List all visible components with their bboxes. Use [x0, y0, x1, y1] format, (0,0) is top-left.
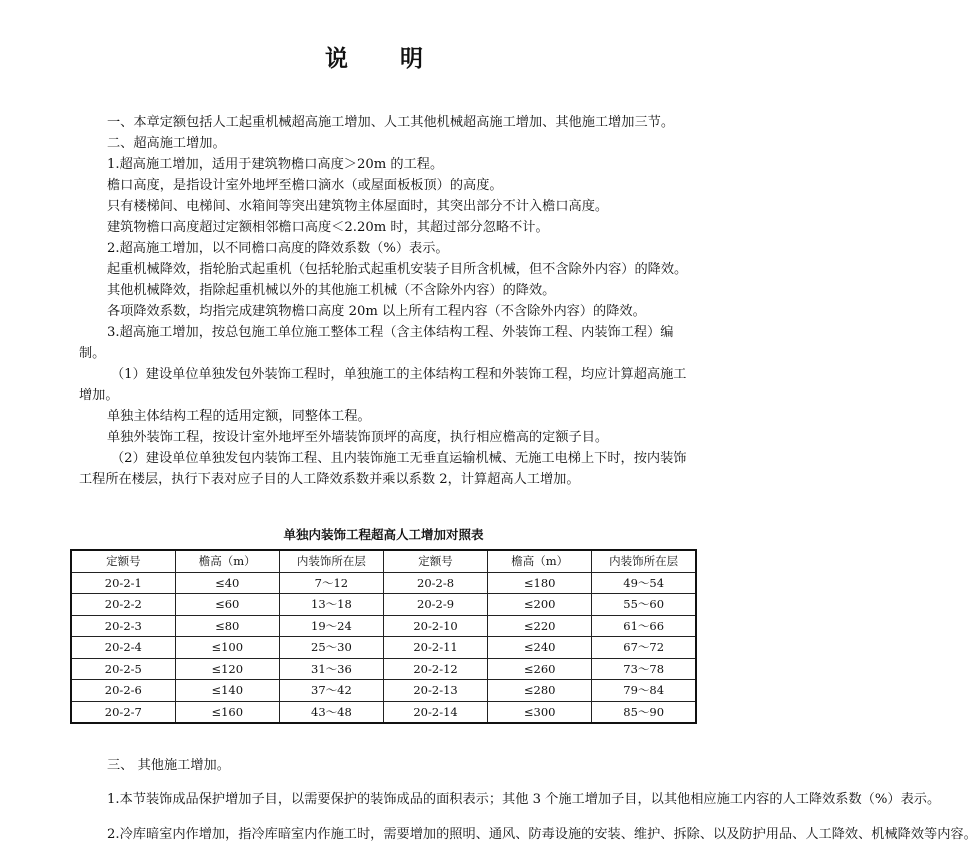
- table-cell: 85～90: [592, 701, 696, 723]
- column-header: 檐高（m）: [488, 550, 592, 572]
- table-cell: 20-2-12: [383, 658, 487, 680]
- table-cell: 79～84: [592, 680, 696, 702]
- table-cell: 20-2-1: [71, 572, 175, 594]
- column-header: 檐高（m）: [175, 550, 279, 572]
- paragraph: 各项降效系数，均指完成建筑物檐口高度 20m 以上所有工程内容（不含除外内容）的降效。: [107, 304, 646, 319]
- table-cell: 13～18: [279, 594, 383, 616]
- table-cell: 20-2-11: [383, 637, 487, 659]
- other-construction-section: [79, 742, 977, 858]
- intro-section: [79, 112, 699, 490]
- table-row: [71, 658, 696, 680]
- table-cell: 19～24: [279, 615, 383, 637]
- paragraph: 二、超高施工增加。: [107, 136, 226, 151]
- table-cell: 73～78: [592, 658, 696, 680]
- table-row: [71, 701, 696, 723]
- paragraph: 2.冷库暗室内作增加，指冷库暗室内作施工时，需要增加的照明、通风、防毒设施的安装、维护、拆除、以及防护用品、人工降效、机械降效等内容。: [107, 826, 977, 842]
- table-cell: 49～54: [592, 572, 696, 594]
- table-row: [71, 637, 696, 659]
- table-header-row: [71, 550, 696, 572]
- table-cell: 37～42: [279, 680, 383, 702]
- table-cell: ≤160: [175, 701, 279, 723]
- table-cell: 20-2-6: [71, 680, 175, 702]
- paragraph: 一、本章定额包括人工起重机械超高施工增加、人工其他机械超高施工增加、其他施工增加三节。: [107, 115, 675, 130]
- paragraph: 其他机械降效，指除起重机械以外的其他施工机械（不含除外内容）的降效。: [107, 283, 556, 298]
- paragraph: 起重机械降效，指轮胎式起重机（包括轮胎式起重机安装子目所含机械，但不含除外内容）的降效。: [107, 262, 688, 277]
- table-cell: 25～30: [279, 637, 383, 659]
- paragraph: 单独主体结构工程的适用定额，同整体工程。: [107, 409, 371, 424]
- column-header: 定额号: [383, 550, 487, 572]
- table-cell: 7～12: [279, 572, 383, 594]
- table-cell: 20-2-4: [71, 637, 175, 659]
- table-cell: 20-2-10: [383, 615, 487, 637]
- table-cell: 20-2-13: [383, 680, 487, 702]
- paragraph: 只有楼梯间、电梯间、水箱间等突出建筑物主体屋面时，其突出部分不计入檐口高度。: [107, 199, 609, 214]
- table-cell: 20-2-8: [383, 572, 487, 594]
- table-row: [71, 572, 696, 594]
- paragraph: （1）建设单位单独发包外装饰工程时，单独施工的主体结构工程和外装饰工程，均应计算超高施工增加。: [79, 367, 687, 403]
- comparison-table: [70, 549, 697, 724]
- paragraph: 1.超高施工增加，适用于建筑物檐口高度＞20m 的工程。: [107, 157, 444, 172]
- paragraph: （2）建设单位单独发包内装饰工程、且内装饰施工无垂直运输机械、无施工电梯上下时，按内装饰工程所在楼层，执行下表对应子目的人工降效系数并乘以系数 2，计算超高人工增加。: [79, 451, 687, 487]
- section-heading: 三、 其他施工增加。: [107, 758, 230, 774]
- table-cell: 20-2-3: [71, 615, 175, 637]
- table-cell: ≤60: [175, 594, 279, 616]
- table-cell: 67～72: [592, 637, 696, 659]
- table-cell: 55～60: [592, 594, 696, 616]
- table-cell: ≤220: [488, 615, 592, 637]
- table-cell: ≤300: [488, 701, 592, 723]
- column-header: 内装饰所在层: [592, 550, 696, 572]
- column-header: 定额号: [71, 550, 175, 572]
- table-cell: ≤280: [488, 680, 592, 702]
- table-row: [71, 615, 696, 637]
- table-cell: 20-2-14: [383, 701, 487, 723]
- table-cell: 43～48: [279, 701, 383, 723]
- table-cell: ≤40: [175, 572, 279, 594]
- table-cell: ≤80: [175, 615, 279, 637]
- paragraph: 檐口高度，是指设计室外地坪至檐口滴水（或屋面板板顶）的高度。: [107, 178, 503, 193]
- table-cell: ≤140: [175, 680, 279, 702]
- paragraph: 建筑物檐口高度超过定额相邻檐口高度＜2.20m 时，其超过部分忽略不计。: [107, 220, 549, 235]
- table-cell: 20-2-5: [71, 658, 175, 680]
- table-row: [71, 680, 696, 702]
- table-cell: 61～66: [592, 615, 696, 637]
- table-row: [71, 594, 696, 616]
- paragraph: 3.超高施工增加，按总包施工单位施工整体工程（含主体结构工程、外装饰工程、内装饰工程）编制。: [79, 325, 674, 361]
- table-cell: ≤100: [175, 637, 279, 659]
- table-cell: ≤260: [488, 658, 592, 680]
- page-title: 说 明: [324, 46, 445, 72]
- column-header: 内装饰所在层: [279, 550, 383, 572]
- table-cell: ≤120: [175, 658, 279, 680]
- table-title: 单独内装饰工程超高人工增加对照表: [283, 527, 484, 542]
- paragraph: 单独外装饰工程，按设计室外地坪至外墙装饰顶坪的高度，执行相应檐高的定额子目。: [107, 430, 609, 445]
- table-cell: ≤200: [488, 594, 592, 616]
- table-cell: 20-2-9: [383, 594, 487, 616]
- table-cell: 31～36: [279, 658, 383, 680]
- table-cell: 20-2-7: [71, 701, 175, 723]
- table-cell: ≤240: [488, 637, 592, 659]
- paragraph: 1.本节装饰成品保护增加子目，以需要保护的装饰成品的面积表示；其他 3 个施工增加子目，以其他相应施工内容的人工降效系数（%）表示。: [107, 792, 941, 808]
- paragraph: 2.超高施工增加，以不同檐口高度的降效系数（%）表示。: [107, 241, 449, 256]
- table-cell: 20-2-2: [71, 594, 175, 616]
- table-cell: ≤180: [488, 572, 592, 594]
